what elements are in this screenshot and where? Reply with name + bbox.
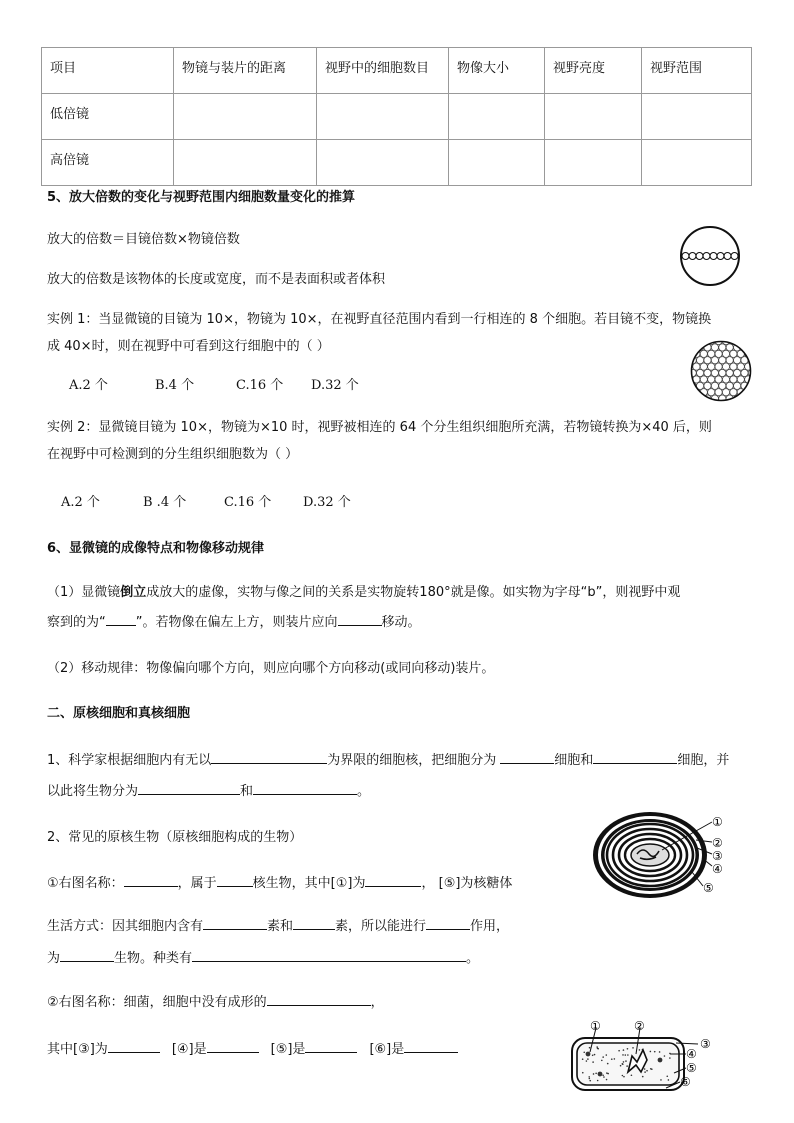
blank[interactable]	[108, 1040, 160, 1053]
ribosome-dot	[588, 1076, 590, 1078]
ribosome-dot	[669, 1057, 671, 1059]
ribosome-dot	[664, 1055, 666, 1057]
cell-mark	[722, 401, 729, 408]
blank[interactable]	[124, 874, 178, 887]
blank[interactable]	[593, 751, 677, 764]
table-header-cell: 视野亮度	[553, 61, 606, 76]
cell-mark	[726, 369, 733, 376]
cell-mark	[730, 401, 737, 408]
ribosome-dot	[597, 1080, 599, 1082]
ribosome-dot	[620, 1065, 622, 1067]
cell-mark	[700, 376, 707, 383]
cell-mark	[685, 389, 692, 396]
ribosome-dot	[668, 1079, 670, 1081]
option-c[interactable]: C.16 个	[224, 495, 272, 510]
note-text: 放大的倍数是该物体的长度或宽度，而不是表面积或者体积	[47, 272, 386, 287]
cell-mark	[704, 369, 711, 376]
paragraph-2: （2）移动规律：物像偏向哪个方向，则应向哪个方向移动(或同向移动)装片。	[47, 661, 495, 676]
cell-mark	[719, 344, 726, 351]
section-6-title: 6、显微镜的成像特点和物像移动规律	[47, 541, 265, 556]
ribosome-dot	[593, 1073, 595, 1075]
ribosome-dot	[614, 1058, 616, 1060]
cell-mark	[734, 369, 741, 376]
cell-mark	[711, 382, 718, 389]
table-row	[42, 94, 752, 140]
cell-mark	[708, 376, 715, 383]
ribosome-dot	[606, 1079, 608, 1081]
comparison-table	[41, 47, 752, 186]
cell-mark	[689, 395, 696, 402]
cell-mark	[734, 382, 741, 389]
table-cell[interactable]	[642, 94, 752, 140]
example-1-line-2: 成 40×时，则在视野中可看到这行细胞中的（ ）	[47, 339, 330, 354]
ribosome-dot	[642, 1076, 644, 1078]
ribosome-dot	[666, 1075, 668, 1077]
bacterium-cell-diagram	[570, 1018, 720, 1100]
ribosome-dot	[602, 1074, 604, 1076]
table-cell[interactable]	[317, 94, 449, 140]
question-2-title: 2、常见的原核生物（原核细胞构成的生物）	[47, 830, 303, 845]
cell-mark	[737, 337, 744, 344]
ribosome-dot	[623, 1061, 625, 1063]
cell-mark	[700, 337, 707, 344]
ribosome-dot	[595, 1072, 597, 1074]
blank[interactable]	[211, 751, 327, 764]
label-3: ③	[712, 849, 723, 863]
ribosome-dot	[622, 1075, 624, 1077]
label-1: ①	[590, 1019, 601, 1033]
cell-mark	[704, 382, 711, 389]
option-d[interactable]: D.32 个	[311, 378, 359, 393]
label-2: ②	[712, 836, 723, 850]
ribosome-dot	[625, 1054, 627, 1056]
cell-mark	[722, 363, 729, 370]
ribosome-dot	[603, 1076, 605, 1078]
cell-mark	[719, 382, 726, 389]
table-cell[interactable]	[545, 94, 642, 140]
ribosome-dot	[625, 1060, 627, 1062]
cell-mark	[752, 376, 759, 383]
ribosome-dot	[589, 1080, 591, 1082]
cell-mark	[685, 401, 692, 408]
cell-mark	[685, 350, 692, 357]
table-row	[42, 140, 752, 186]
ribosome-dot	[592, 1054, 594, 1056]
cell-mark	[715, 350, 722, 357]
cell-mark	[697, 369, 704, 376]
cell-mark	[708, 350, 715, 357]
table-header-row	[42, 48, 752, 94]
cyanobacteria-cell-diagram	[592, 810, 742, 900]
option-a[interactable]: A.2 个	[69, 378, 108, 393]
ribosome-dot	[611, 1058, 613, 1060]
cell-mark	[693, 337, 700, 344]
paragraph-1-line-2: 察到的为“ ”。若物像在偏左上方，则装片应向 移动。	[47, 615, 421, 630]
table-cell[interactable]	[317, 140, 449, 186]
table-header-cell: 物镜与装片的距离	[182, 61, 287, 76]
cell-mark	[711, 369, 718, 376]
label-1: ①	[712, 815, 723, 829]
cell-mark	[693, 401, 700, 408]
cell-mark	[752, 389, 759, 396]
example-1-line-1: 实例 1：当显微镜的目镜为 10×，物镜为 10×，在视野直径范围内看到一行相连的 8 个细胞。若目镜不变，物镜换	[47, 312, 712, 327]
cell-mark	[741, 395, 748, 402]
ribosome-dot	[605, 1054, 607, 1056]
cell-mark	[722, 389, 729, 396]
cell-mark	[708, 389, 715, 396]
ribosome-dot	[586, 1060, 588, 1062]
cell-mark	[730, 363, 737, 370]
cell-mark	[756, 382, 763, 389]
ribosome-dot	[582, 1058, 584, 1060]
question-1-line-2: 以此将生物分为 和 。	[47, 784, 371, 799]
question-2-line-2: 生活方式：因其细胞内含有 素和 素，所以能进行 作用，	[47, 919, 510, 934]
cell-mark	[748, 395, 755, 402]
cell-mark	[689, 344, 696, 351]
ribosome-dot	[639, 1049, 641, 1051]
blank[interactable]	[207, 1040, 259, 1053]
ribosome-dot	[623, 1076, 625, 1078]
table-cell[interactable]	[449, 94, 545, 140]
cell-mark	[737, 401, 744, 408]
cell-mark	[722, 350, 729, 357]
ribosome-dot	[660, 1079, 662, 1081]
option-c[interactable]: C.16 个	[236, 378, 284, 393]
blank[interactable]	[138, 782, 240, 795]
cell-mark	[752, 350, 759, 357]
ribosome-dot	[583, 1051, 585, 1053]
table-header-cell: 物像大小	[457, 61, 510, 76]
ribosome-dot	[587, 1058, 589, 1060]
cell-mark	[756, 395, 763, 402]
ribosome-dot	[622, 1063, 624, 1065]
blank[interactable]	[338, 613, 382, 626]
table-header-cell: 视野中的细胞数目	[325, 61, 430, 76]
ribosome-dot	[594, 1054, 596, 1056]
ribosome-dot	[631, 1074, 633, 1076]
cell-mark	[745, 337, 752, 344]
question-2-line-4: ②右图名称：细菌，细胞中没有成形的 ，	[47, 995, 384, 1010]
blank[interactable]	[192, 949, 466, 962]
cell-mark	[726, 344, 733, 351]
cell-mark	[752, 401, 759, 408]
cell-mark	[719, 369, 726, 376]
cell-mark	[711, 357, 718, 364]
ribosome-dot	[654, 1051, 656, 1053]
ribosome-dot	[592, 1061, 594, 1063]
ribosome-dot	[627, 1048, 629, 1050]
cell-mark	[730, 376, 737, 383]
blank[interactable]	[253, 782, 357, 795]
granule-dot	[598, 1072, 603, 1077]
ribosome-dot	[596, 1046, 598, 1048]
ribosome-dot	[626, 1065, 628, 1067]
ribosome-dot	[650, 1068, 652, 1070]
option-d[interactable]: D.32 个	[303, 495, 351, 510]
cell-mark	[741, 369, 748, 376]
table-cell[interactable]	[449, 140, 545, 186]
cell-mark	[730, 350, 737, 357]
cell-mark	[700, 350, 707, 357]
blank[interactable]	[426, 917, 470, 930]
cell-mark	[752, 337, 759, 344]
option-b[interactable]: B.4 个	[155, 378, 195, 393]
blank[interactable]	[500, 751, 554, 764]
cell-mark	[756, 369, 763, 376]
example-2-line-1: 实例 2：显微镜目镜为 10×，物镜为×10 时，视野被相连的 64 个分生组织细胞所充满，若物镜转换为×40 后，则	[47, 420, 712, 435]
cell-mark	[704, 357, 711, 364]
label-5: ⑤	[703, 881, 714, 895]
cell-mark	[708, 401, 715, 408]
table-header-cell: 项目	[50, 61, 77, 76]
table-cell[interactable]	[642, 140, 752, 186]
blank[interactable]	[60, 949, 114, 962]
cell-mark	[726, 382, 733, 389]
label-5: ⑤	[686, 1061, 697, 1075]
cell-mark	[734, 357, 741, 364]
part-2-title: 二、原核细胞和真核细胞	[47, 706, 191, 721]
cell-mark	[726, 357, 733, 364]
cell-mark	[748, 344, 755, 351]
option-a[interactable]: A.2 个	[61, 495, 100, 510]
ribosome-dot	[618, 1050, 620, 1052]
cell-mark	[711, 344, 718, 351]
ribosome-dot	[589, 1078, 591, 1080]
field-row-of-cells-diagram	[678, 228, 742, 284]
ribosome-dot	[644, 1071, 646, 1073]
cell-mark	[697, 395, 704, 402]
ribosome-dot	[623, 1049, 625, 1051]
cell-mark	[715, 363, 722, 370]
cell-mark	[715, 389, 722, 396]
blank[interactable]	[106, 613, 136, 626]
ribosome-dot	[606, 1072, 608, 1074]
cell-mark	[730, 389, 737, 396]
ribosome-dot	[601, 1060, 603, 1062]
cell-mark	[756, 344, 763, 351]
cell-mark	[748, 382, 755, 389]
cell-mark	[715, 401, 722, 408]
cell-mark	[737, 376, 744, 383]
cell-mark	[715, 376, 722, 383]
cell-mark	[737, 363, 744, 370]
label-6: ⑥	[680, 1075, 691, 1089]
blank[interactable]	[217, 874, 253, 887]
option-b[interactable]: B .4 个	[143, 495, 187, 510]
ribosome-dot	[582, 1072, 584, 1074]
question-2-line-3: 为 生物。种类有 。	[47, 951, 480, 966]
ribosome-dot	[650, 1051, 652, 1053]
cell-mark	[693, 363, 700, 370]
ribosome-dot	[627, 1054, 629, 1056]
table-cell: 低倍镜	[50, 107, 90, 122]
table-cell[interactable]	[174, 94, 317, 140]
paragraph-1-line-1: （1）显微镜倒立成放大的虚像，实物与像之间的关系是实物旋转180°就是像。如实物为字母“b”，则视野中观	[47, 585, 681, 600]
blank[interactable]	[365, 874, 421, 887]
cell-mark	[689, 369, 696, 376]
ribosome-dot	[589, 1047, 591, 1049]
blank[interactable]	[404, 1040, 458, 1053]
cell-mark	[685, 337, 692, 344]
label-2: ②	[634, 1019, 645, 1033]
granule-dot	[586, 1052, 591, 1057]
label-3: ③	[700, 1037, 711, 1051]
blank[interactable]	[203, 917, 267, 930]
table-cell: 高倍镜	[50, 153, 90, 168]
table-header-cell: 视野范围	[650, 61, 703, 76]
cell-mark	[756, 357, 763, 364]
label-4: ④	[712, 862, 723, 876]
ribosome-dot	[607, 1063, 609, 1065]
cell-mark	[719, 357, 726, 364]
example-2-line-2: 在视野中可检测到的分生组织细胞数为（ ）	[47, 447, 299, 462]
ribosome-dot	[632, 1047, 634, 1049]
cell-mark	[745, 389, 752, 396]
cell-mark	[700, 401, 707, 408]
field-full-of-cells-diagram	[689, 339, 753, 403]
formula-text: 放大的倍数＝目镜倍数×物镜倍数	[47, 232, 240, 247]
ribosome-dot	[659, 1051, 661, 1053]
cell-mark	[722, 376, 729, 383]
blank[interactable]	[267, 993, 371, 1006]
granule-dot	[658, 1058, 663, 1063]
ribosome-dot	[602, 1056, 604, 1058]
cell-mark	[745, 401, 752, 408]
cell-mark	[700, 363, 707, 370]
cell-mark	[752, 363, 759, 370]
blank[interactable]	[293, 917, 335, 930]
question-1-line-1: 1、科学家根据细胞内有无以 为界限的细胞核，把细胞分为 细胞和 细胞，并	[47, 753, 730, 768]
label-4: ④	[686, 1047, 697, 1061]
section-5-title: 5、放大倍数的变化与视野范围内细胞数量变化的推算	[47, 190, 356, 205]
cell-mark	[697, 357, 704, 364]
question-2-line-1: ①右图名称： ，属于 核生物，其中[①]为 ， [⑤]为核糖体	[47, 876, 513, 891]
cell-mark	[708, 363, 715, 370]
table-cell[interactable]	[174, 140, 317, 186]
blank[interactable]	[305, 1040, 357, 1053]
ribosome-dot	[644, 1068, 646, 1070]
table-cell[interactable]	[545, 140, 642, 186]
question-2-line-5: 其中[③]为 [④]是 [⑤]是 [⑥]是	[47, 1038, 458, 1057]
ribosome-dot	[646, 1070, 648, 1072]
ribosome-dot	[622, 1054, 624, 1056]
